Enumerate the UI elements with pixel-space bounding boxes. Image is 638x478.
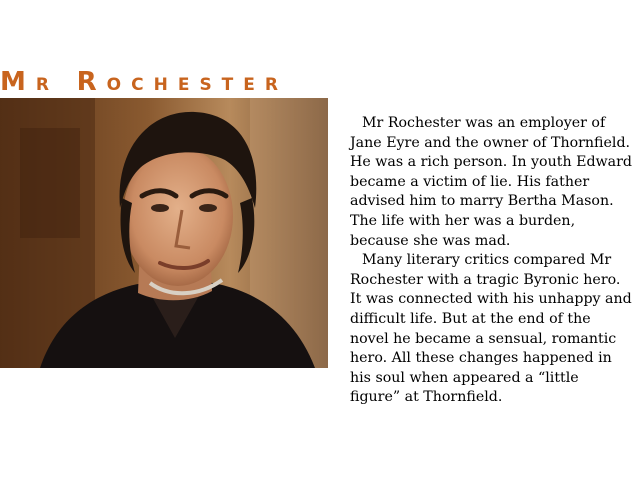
- title-initial-r: R: [76, 67, 107, 97]
- body-text: [350, 114, 632, 408]
- portrait-photo-icon: [0, 98, 328, 368]
- portrait-photo: [0, 98, 328, 368]
- title-rest-r: R: [35, 75, 59, 95]
- title-rest-ochester: OCHESTER: [106, 75, 288, 95]
- paragraph-1: Mr Rochester was an employer of Jane Eyre and the owner of Thornfield. He was a rich person. In youth Edward became a victim of lie. His father advised him to marry Bertha Mason. The life with her was a burden, because she was mad.: [350, 115, 632, 249]
- title-initial-m: M: [0, 67, 36, 97]
- paragraph-2: Many literary critics compared Mr Rochester with a tragic Byronic hero. It was connected with his unhappy and difficult life. But at the end of the novel he became a sensual, romantic hero. All these changes happened in his soul when appeared a “little figure” at Thornfield.: [350, 252, 632, 406]
- slide-title: [0, 69, 288, 98]
